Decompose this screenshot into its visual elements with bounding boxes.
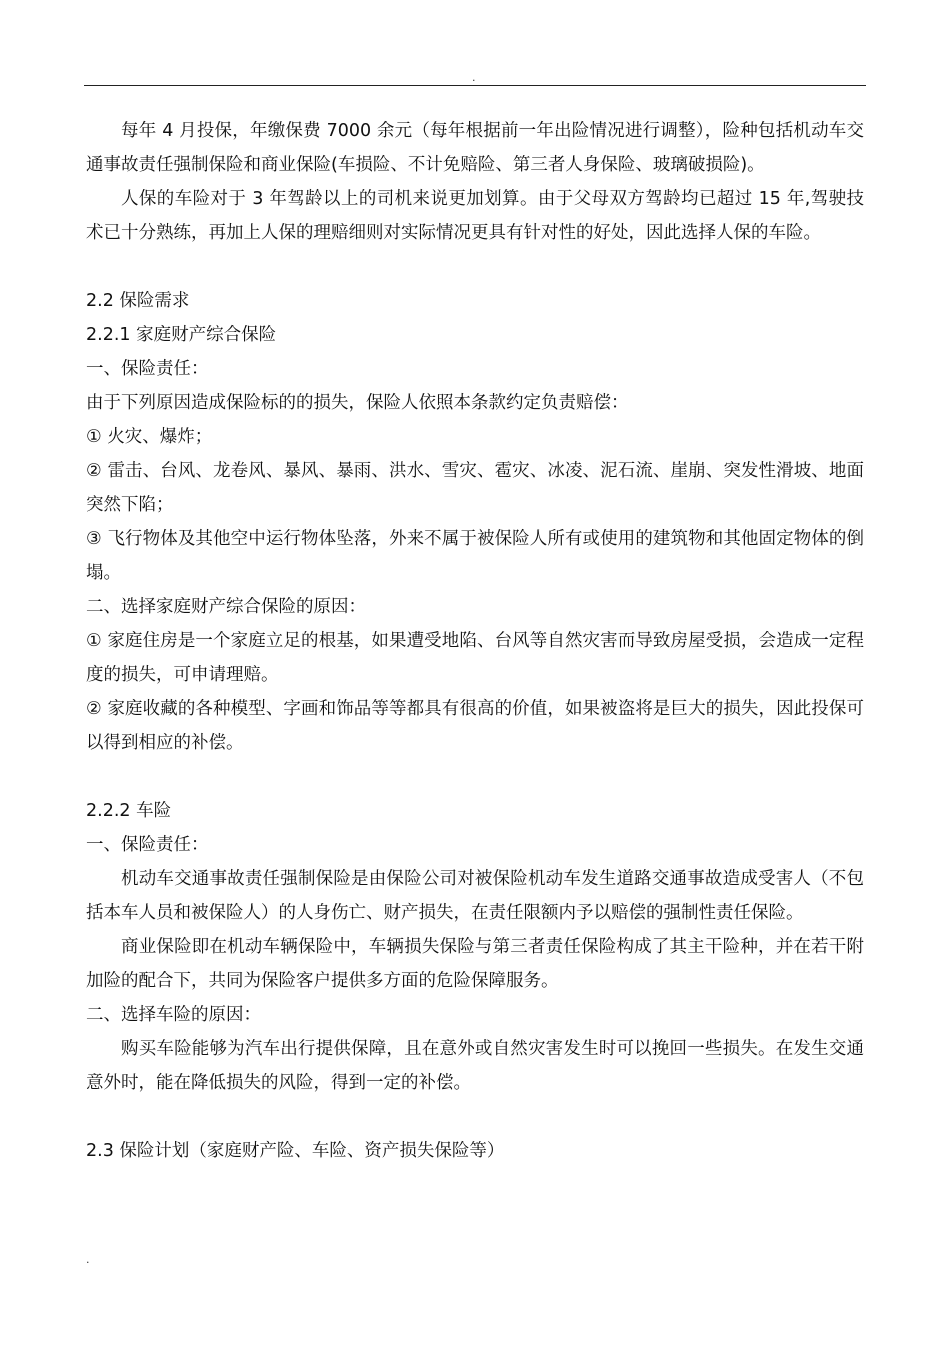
liability-item-1: ① 火灾、爆炸； [86,427,213,447]
liability-item-2: ② 雷击、台风、龙卷风、暴风、暴雨、洪水、雪灾、雹灾、冰凌、泥石流、崖崩、突发性滑坡、地面突然下陷； [86,461,864,515]
paragraph-car-insurance-terms: 每年 4 月投保，年缴保费 7000 余元（每年根据前一年出险情况进行调整），险种包括机动车交通事故责任强制保险和商业保险(车损险、不计免赔险、第三者人身保险、玻璃破损险)。 [86,121,864,175]
reason-item-1: ① 家庭住房是一个家庭立足的根基，如果遭受地陷、台风等自然灾害而导致房屋受损，会造成一定程度的损失，可申请理赔。 [86,631,864,685]
spacer [86,760,864,794]
heading-2-2: 2.2 保险需求 [86,291,190,311]
car-reason-paragraph: 购买车险能够为汽车出行提供保障，且在意外或自然灾害发生时可以挽回一些损失。在发生交通意外时，能在降低损失的风险，得到一定的补偿。 [86,1039,864,1093]
reason-item-2: ② 家庭收藏的各种模型、字画和饰品等等都具有很高的价值，如果被盗将是巨大的损失，因此投保可以得到相应的补偿。 [86,699,864,753]
heading-2-2-2: 2.2.2 车险 [86,801,172,821]
header-mark: . [472,71,476,84]
section-title-liability: 一、保险责任： [86,359,209,379]
heading-2-3: 2.3 保险计划（家庭财产险、车险、资产损失保险等） [86,1141,505,1161]
heading-2-2-1: 2.2.1 家庭财产综合保险 [86,325,277,345]
header-rule [84,85,866,86]
car-section-title-reasons: 二、选择车险的原因： [86,1005,261,1025]
car-liability-compulsory: 机动车交通事故责任强制保险是由保险公司对被保险机动车发生道路交通事故造成受害人（不包括本车人员和被保险人）的人身伤亡、财产损失，在责任限额内予以赔偿的强制性责任保险。 [86,869,864,923]
liability-item-3: ③ 飞行物体及其他空中运行物体坠落，外来不属于被保险人所有或使用的建筑物和其他固定物体的倒塌。 [86,529,864,583]
paragraph-car-insurance-reason: 人保的车险对于 3 年驾龄以上的司机来说更加划算。由于父母双方驾龄均已超过 15 年,驾驶技术已十分熟练，再加上人保的理赔细则对实际情况更具有针对性的好处，因此选择人保的车险。 [86,189,864,243]
car-liability-commercial: 商业保险即在机动车辆保险中，车辆损失保险与第三者责任保险构成了其主干险种，并在若干附加险的配合下，共同为保险客户提供多方面的危险保障服务。 [86,937,864,991]
document-body [86,114,864,1168]
section-title-reasons: 二、选择家庭财产综合保险的原因： [86,597,366,617]
spacer [86,1100,864,1134]
footer-mark: . [86,1253,90,1266]
car-section-title-liability: 一、保险责任： [86,835,209,855]
spacer [86,250,864,284]
liability-intro: 由于下列原因造成保险标的的损失，保险人依照本条款约定负责赔偿： [86,393,629,413]
